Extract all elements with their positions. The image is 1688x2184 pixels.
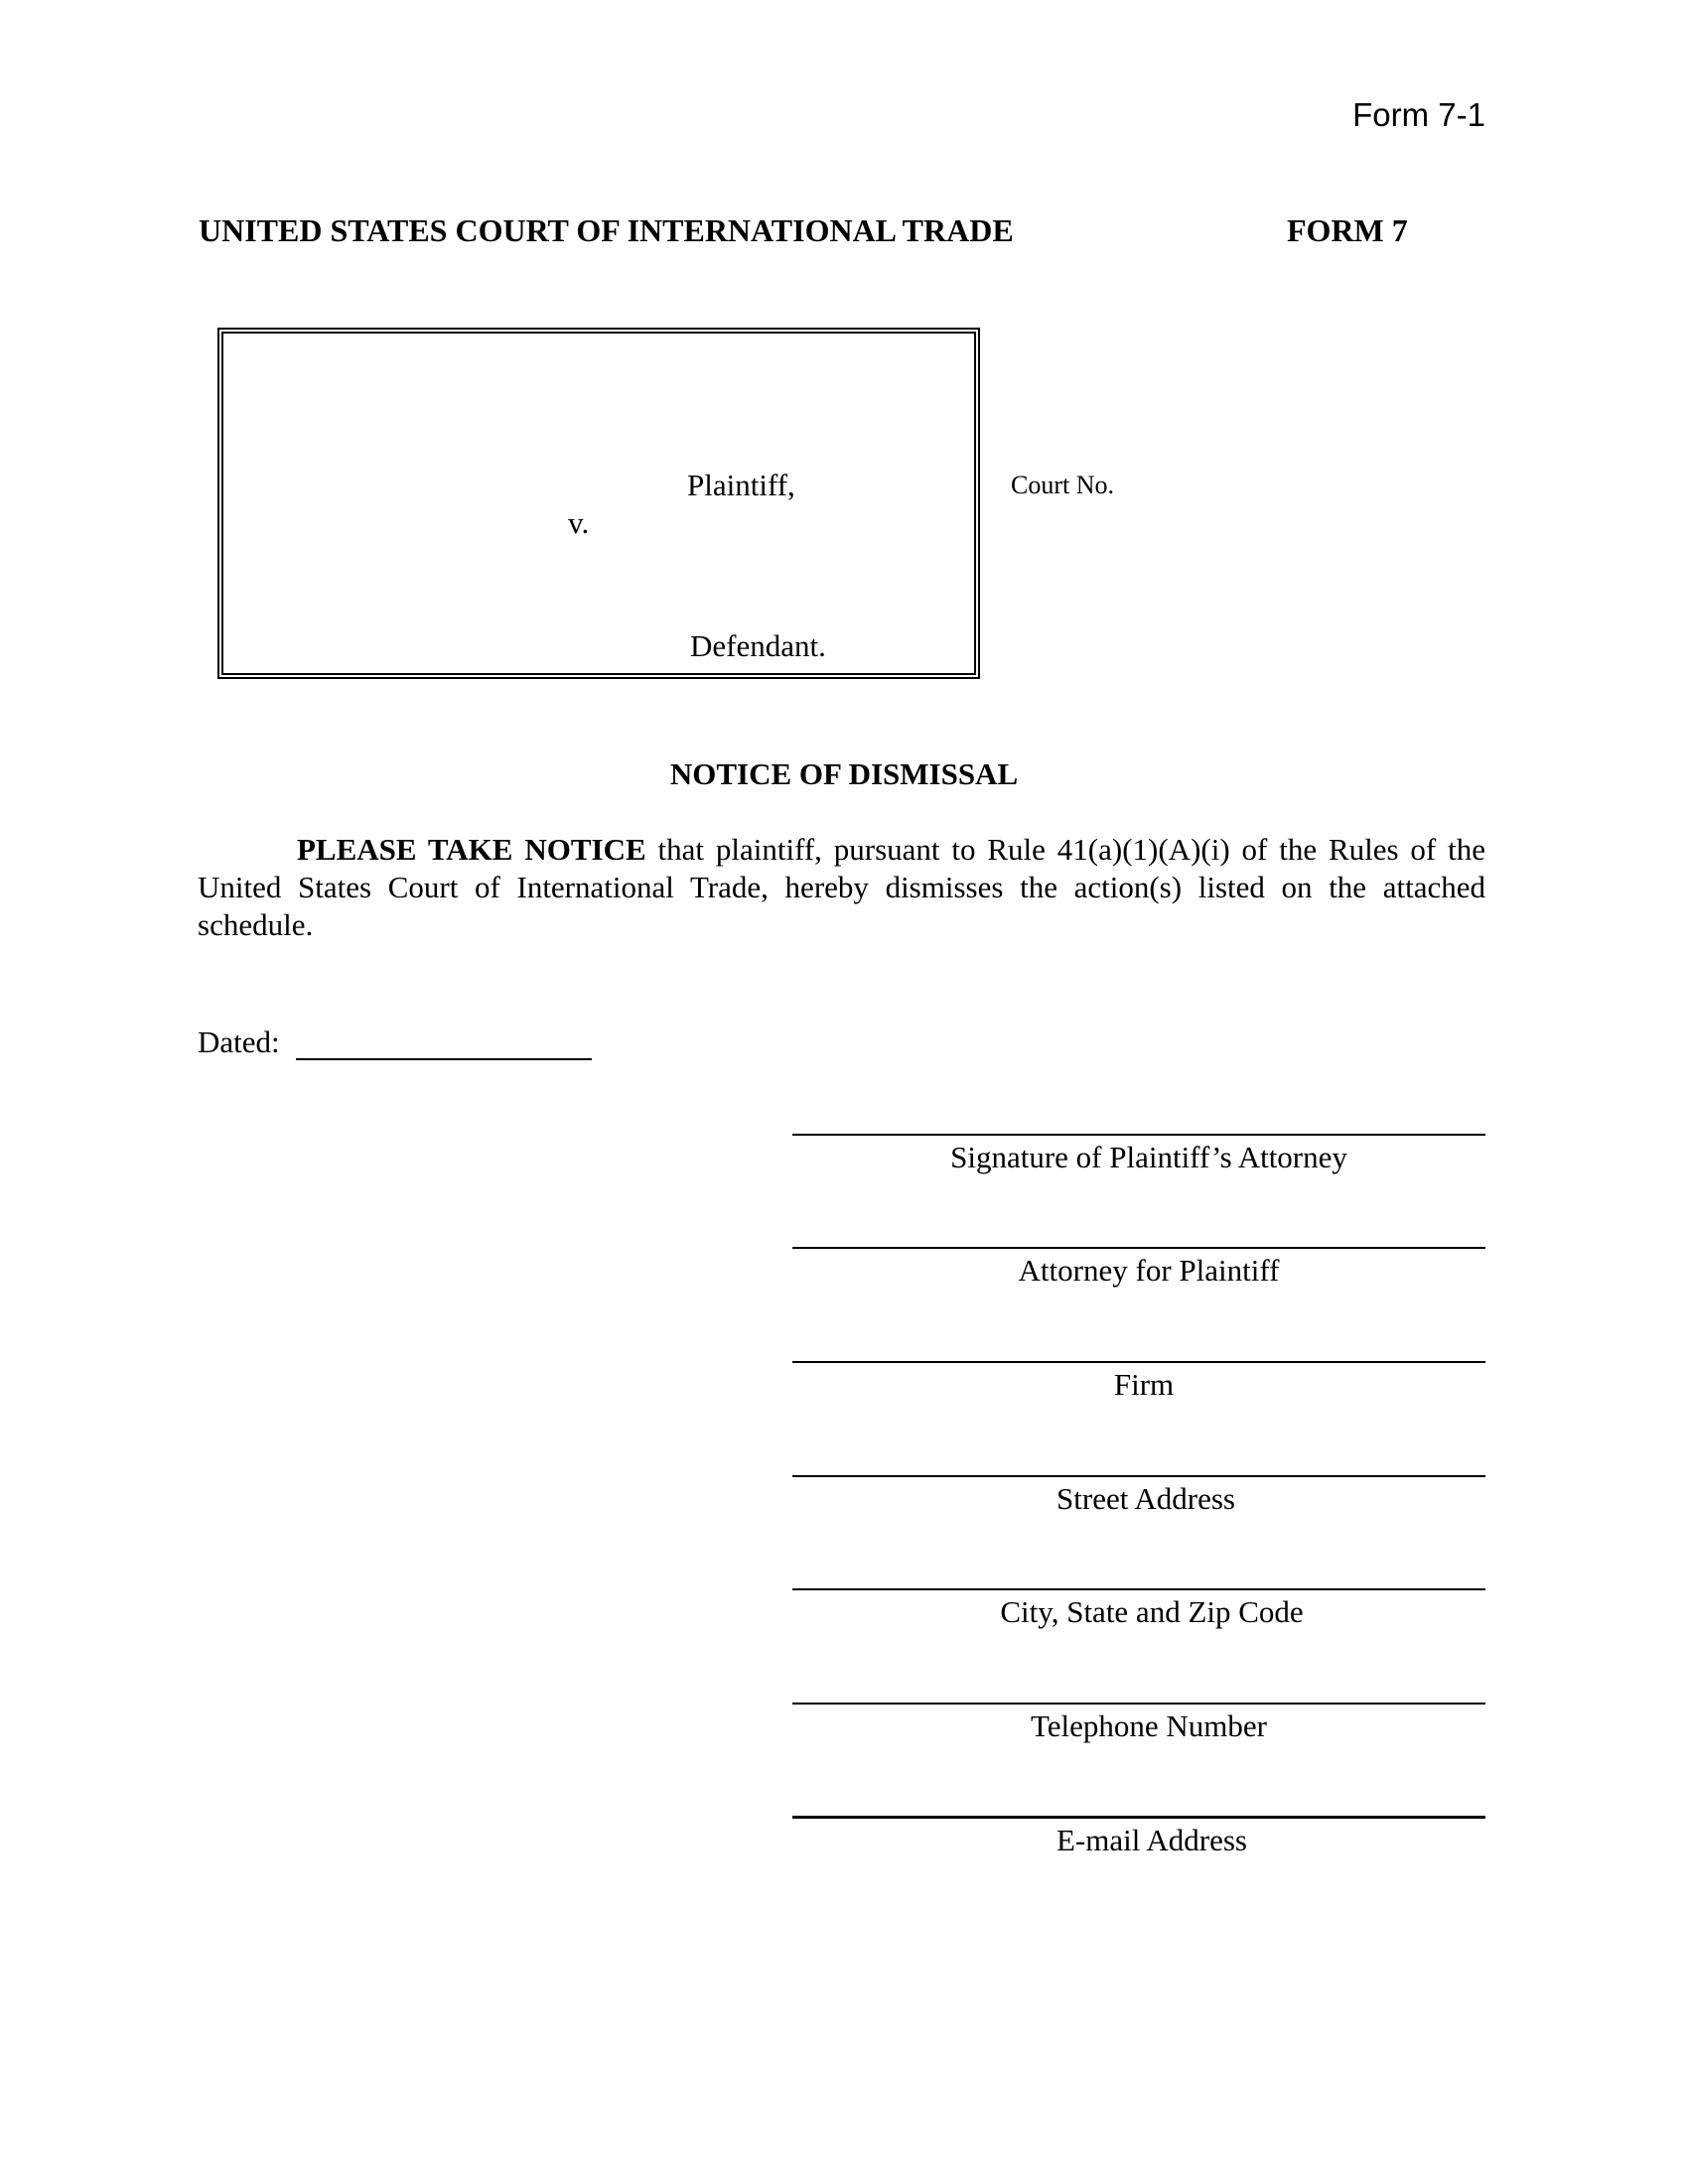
street-address-field[interactable] xyxy=(792,1475,1485,1519)
attorney-field[interactable] xyxy=(792,1247,1485,1291)
attorney-line xyxy=(792,1247,1485,1249)
telephone-field[interactable] xyxy=(792,1703,1485,1746)
email-line xyxy=(792,1816,1485,1819)
signature-label: Signature of Plaintiff’s Attorney xyxy=(950,1140,1347,1174)
dated-blank-line[interactable] xyxy=(296,1058,592,1060)
versus-label: v. xyxy=(568,505,590,540)
notice-text: that plaintiff, pursuant to Rule 41(a)(1)(A)(i) of the Rules of the United States Court of International Trade, hereby dismisses the action(s) listed on the attached schedule. xyxy=(198,832,1485,942)
city-state-zip-field[interactable] xyxy=(792,1588,1485,1632)
defendant-label: Defendant. xyxy=(690,628,826,663)
case-caption-box xyxy=(217,328,980,679)
court-number-label: Court No. xyxy=(1011,471,1114,499)
plaintiff-label: Plaintiff, xyxy=(687,468,795,502)
form-number: Form 7-1 xyxy=(1352,96,1485,133)
firm-field[interactable] xyxy=(792,1361,1485,1405)
street-address-line xyxy=(792,1475,1485,1477)
court-title: UNITED STATES COURT OF INTERNATIONAL TRADE xyxy=(199,212,1014,248)
notice-lead: PLEASE TAKE NOTICE xyxy=(297,832,646,867)
street-address-label: Street Address xyxy=(1056,1481,1235,1516)
signature-line xyxy=(792,1134,1485,1136)
city-state-zip-label: City, State and Zip Code xyxy=(1000,1594,1304,1629)
notice-title: NOTICE OF DISMISSAL xyxy=(669,756,1019,791)
firm-label: Firm xyxy=(1113,1367,1175,1402)
city-state-zip-line xyxy=(792,1588,1485,1590)
signature-field[interactable] xyxy=(792,1134,1485,1177)
telephone-line xyxy=(792,1703,1485,1705)
email-label: E-mail Address xyxy=(1056,1823,1247,1857)
telephone-label: Telephone Number xyxy=(1031,1708,1267,1743)
attorney-label: Attorney for Plaintiff xyxy=(1018,1253,1280,1288)
form-label: FORM 7 xyxy=(1287,212,1408,248)
notice-body xyxy=(198,831,1485,944)
firm-line xyxy=(792,1361,1485,1363)
dated-label: Dated: xyxy=(198,1024,280,1059)
email-field[interactable] xyxy=(792,1816,1485,1860)
